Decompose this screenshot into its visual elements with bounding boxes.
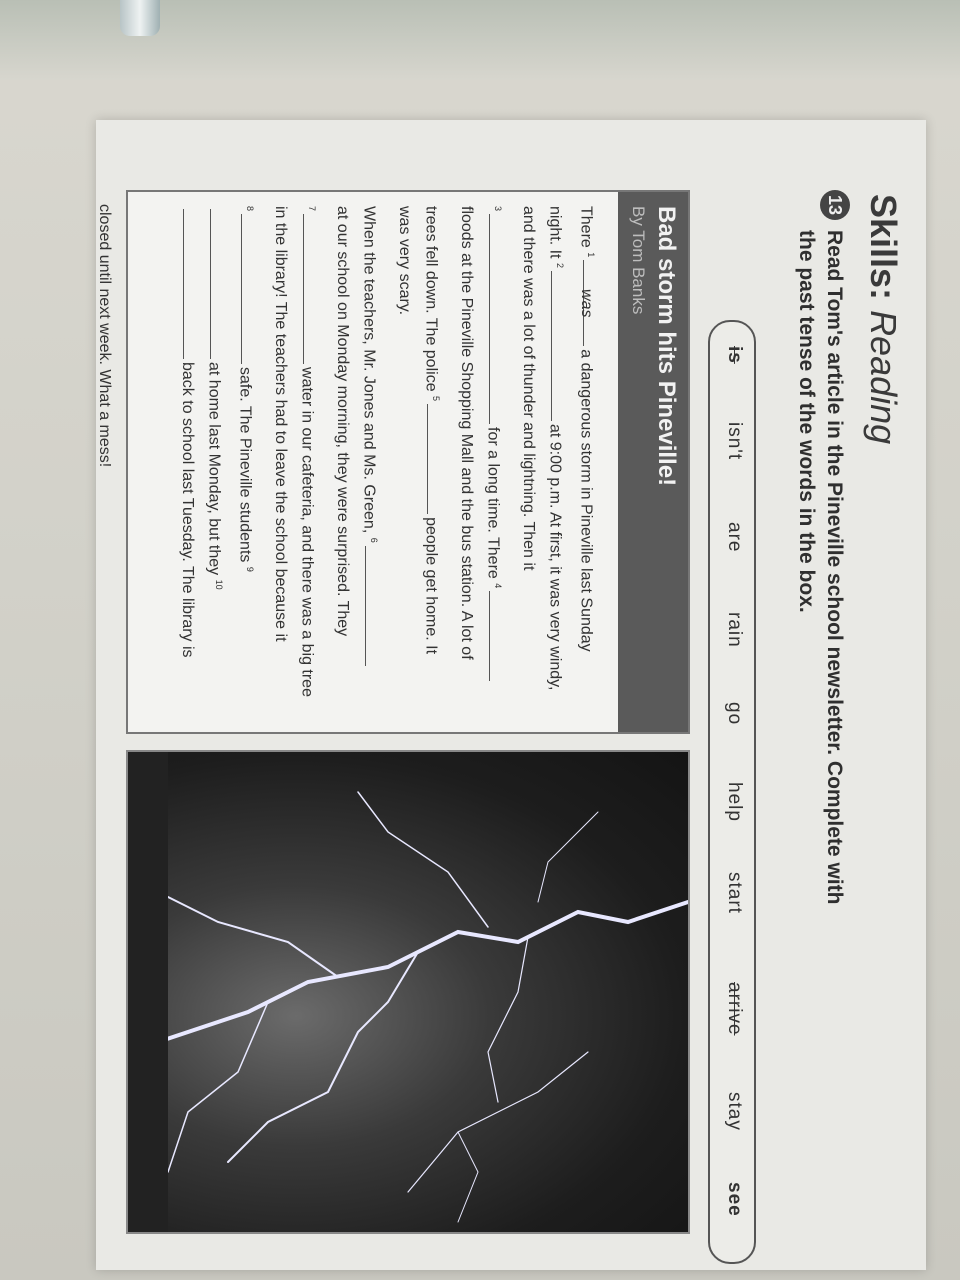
text-run: safe. The Pineville students (236, 367, 254, 563)
answer-blank[interactable] (365, 546, 384, 666)
lightning-main-bolt (128, 902, 688, 1052)
article-line: at our school on Monday morning, they were surprised. They (334, 206, 351, 637)
article-line (292, 206, 327, 697)
answer-blank[interactable] (551, 271, 570, 421)
word-box-item: help (724, 782, 745, 822)
blank-number: 9 (245, 566, 255, 572)
heading-prefix: Skills: (863, 194, 904, 311)
worksheet-paper (96, 120, 926, 1270)
blank-number: 7 (307, 206, 317, 212)
article-line (478, 206, 513, 684)
lightning-branch (408, 1052, 588, 1192)
answer-blank[interactable] (489, 591, 508, 681)
blank-number: 6 (369, 537, 379, 543)
article-line: floods at the Pineville Shopping Mall and the bus station. A lot of (458, 206, 475, 660)
answer-blank[interactable] (489, 214, 508, 424)
article-closing-line: closed until next week. What a mess! (96, 204, 113, 468)
article-title-band (618, 192, 688, 732)
pen (120, 0, 160, 36)
article-line (199, 206, 234, 590)
photo-ground (128, 752, 168, 1232)
blank-number: 8 (245, 206, 255, 212)
blank-number: 10 (214, 579, 224, 590)
word-box-item: rain (724, 612, 745, 648)
exercise-instruction: Read Tom's article in the Pineville school newsletter. Complete with the past tense of the words in the box. (795, 230, 846, 905)
word-box (708, 320, 756, 1264)
answer-blank[interactable] (577, 260, 602, 346)
text-run: There (577, 206, 595, 248)
blank-number: 3 (493, 206, 503, 212)
answer-blank[interactable] (210, 209, 229, 359)
blank-number: 5 (431, 396, 441, 402)
word-box-item: stay (724, 1092, 745, 1131)
answer-blank[interactable] (183, 209, 202, 359)
answer-blank[interactable] (427, 404, 446, 514)
article-line (354, 206, 389, 669)
article-byline: By Tom Banks (629, 206, 648, 315)
article-line (540, 206, 575, 690)
exercise-number: 13 (820, 190, 850, 220)
text-run: night. It (546, 206, 564, 259)
word-box-item: see (724, 1182, 745, 1217)
handwritten-answer: was (577, 289, 595, 318)
worksheet-rotated (96, 120, 916, 1260)
text-run: back to school last Tuesday. The library is (179, 362, 196, 658)
article-title: Bad storm hits Pineville! (653, 206, 680, 487)
text-run: for a long time. There (484, 427, 502, 579)
blank-number: 1 (586, 252, 596, 258)
word-box-item: are (724, 522, 745, 553)
page-heading (862, 194, 904, 444)
text-run: people get home. It (422, 517, 440, 655)
article-line (172, 206, 203, 658)
lightning-branch (488, 937, 528, 1102)
lightning-branch (168, 1002, 268, 1172)
text-run: a dangerous storm in Pineville last Sunday (577, 349, 595, 652)
answer-blank[interactable] (303, 214, 322, 364)
word-box-item: is (724, 346, 745, 364)
lightning-bolts (128, 752, 688, 1232)
article-line (571, 206, 606, 652)
lightning-photo (126, 750, 690, 1234)
article-line (416, 206, 451, 654)
text-run: When the teachers, Mr. Jones and Ms. Green, (360, 206, 378, 534)
lightning-branch (458, 1132, 478, 1222)
text-run: at 9:00 p.m. At first, it was very windy, (546, 423, 564, 691)
article-line: and there was a lot of thunder and lightning. Then it (520, 206, 537, 571)
lightning-branch (228, 952, 418, 1162)
article-line: was very scary. (396, 206, 413, 316)
word-box-item: go (724, 702, 745, 726)
text-run: at home last Monday, but they (205, 362, 223, 576)
blank-number: 2 (555, 262, 565, 268)
word-box-item: start (724, 872, 745, 914)
text-run: water in our cafeteria, and there was a big tree (298, 367, 316, 697)
lightning-branch (538, 812, 598, 902)
answer-blank[interactable] (241, 214, 260, 364)
blank-number: 4 (493, 583, 503, 589)
word-box-item: arrive (724, 982, 745, 1036)
article-box (126, 190, 690, 734)
heading-section: Reading (863, 310, 904, 445)
article-line: in the library! The teachers had to leave the school because it (272, 206, 289, 642)
text-run: trees fell down. The police (422, 206, 440, 392)
article-line (230, 206, 265, 572)
word-box-item: isn't (724, 422, 745, 461)
lightning-branch (358, 792, 488, 927)
lightning-branch (158, 892, 338, 977)
